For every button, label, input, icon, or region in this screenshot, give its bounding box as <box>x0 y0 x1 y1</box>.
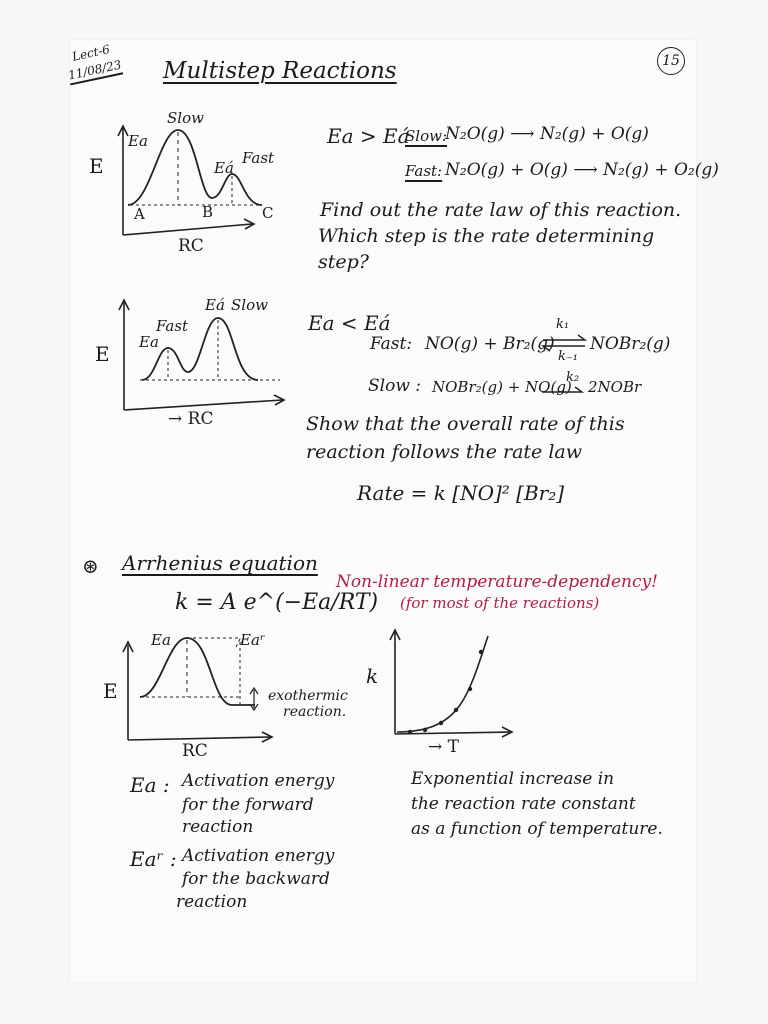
page-title: Multistep Reactions <box>163 58 397 84</box>
problem1-slow-label: Slow: <box>405 127 447 145</box>
problem2-condition: Ea < Eá <box>308 311 391 335</box>
kt-point <box>408 730 412 734</box>
diagram1-y-label: E <box>89 154 104 178</box>
def-ear-line2: for the backward <box>182 869 330 889</box>
problem2-rate-law: Rate = k [NO]² [Br₂] <box>357 481 565 505</box>
diagram2-peak1-label: Ea <box>139 333 159 351</box>
diagram1-peak2-tag: Fast <box>242 149 275 167</box>
kt-point <box>423 728 427 732</box>
def-ea-line3: reaction <box>182 817 254 837</box>
nonlinear-note-line2: (for most of the reactions) <box>400 594 600 612</box>
diagram3-y-label: E <box>103 679 118 703</box>
diagram3-peak-label: Ea <box>151 631 171 649</box>
diagram1-peak1-label: Ea <box>128 132 148 150</box>
diagram1-point-a: A <box>134 205 145 223</box>
diagram2-peak1-tag: Fast <box>156 317 189 335</box>
problem2-show-line2: reaction follows the rate law <box>306 441 582 463</box>
problem2-slow-equation-left: NOBr₂(g) + NO(g) <box>432 378 572 396</box>
problem1-question-line2: Which step is the rate determining <box>318 225 655 247</box>
problem2-slow-equation-right: 2NOBr <box>588 378 642 396</box>
page-number: 15 <box>657 47 685 75</box>
lecture-date: 11/08/23 <box>66 57 123 83</box>
problem1-question-line3: step? <box>318 251 369 273</box>
kt-point <box>439 721 443 725</box>
def-ea-line2: for the forward <box>182 795 314 815</box>
diagram1-point-b: B <box>202 203 214 221</box>
kt-x-axis <box>395 732 510 734</box>
kt-caption-line2: the reaction rate constant <box>411 794 636 814</box>
kt-caption-line3: as a function of temperature. <box>411 819 663 839</box>
kt-point <box>454 708 458 712</box>
diagram1-peak2-label: Eá <box>214 159 234 177</box>
def-ear-line3: reaction <box>176 892 248 912</box>
problem1-fast-equation: N₂O(g) + O(g) ⟶ N₂(g) + O₂(g) <box>445 160 719 180</box>
def-ear-symbol: Eaʳ : <box>130 847 177 871</box>
diagram2-peak2-tag: Slow <box>231 296 268 314</box>
diagram3-x-label: RC <box>182 741 208 761</box>
kt-x-label: → T <box>428 737 459 757</box>
lecture-label: Lect-6 <box>70 42 112 64</box>
diagram1-x-label: RC <box>178 236 204 256</box>
diagram2-peak2-label: Eá <box>205 296 225 314</box>
kt-point <box>468 687 472 691</box>
kt-caption-line1: Exponential increase in <box>411 769 615 789</box>
problem2-show-line1: Show that the overall rate of this <box>306 413 625 435</box>
diagram3-exo-line2: reaction. <box>283 704 347 720</box>
arrhenius-equation: k = A e^(−Ea/RT) <box>175 590 379 615</box>
problem1-question-line1: Find out the rate law of this reaction. <box>320 199 682 221</box>
problem2-slow-label: Slow : <box>368 376 422 396</box>
diagram2-x-label: → RC <box>168 409 214 429</box>
diagram1-peak1-tag: Slow <box>167 109 204 127</box>
def-ea-symbol: Ea : <box>130 773 170 797</box>
problem2-fast-label: Fast: <box>370 334 413 354</box>
nonlinear-note-line1: Non-linear temperature-dependency! <box>336 572 658 592</box>
problem2-fast-k-forward: k₁ <box>556 317 570 332</box>
problem2-fast-equation-left: NO(g) + Br₂(g) <box>425 334 555 354</box>
kt-point <box>479 650 483 654</box>
diagram2-y-label: E <box>95 342 110 366</box>
diagram1-point-c: C <box>262 204 274 222</box>
problem2-fast-equation-right: NOBr₂(g) <box>590 334 671 354</box>
problem2-slow-k: k₂ <box>566 370 580 385</box>
arrhenius-heading: Arrhenius equation <box>122 551 318 575</box>
def-ea-line1: Activation energy <box>182 771 335 791</box>
kt-curve <box>397 636 488 732</box>
kt-y-label: k <box>366 664 379 688</box>
problem1-condition: Ea > Eá <box>327 124 410 148</box>
arrhenius-bullet: ⊛ <box>82 554 99 578</box>
problem1-slow-equation: N₂O(g) ⟶ N₂(g) + O(g) <box>445 124 649 144</box>
diagram3-reverse-label: Eaʳ <box>240 631 266 649</box>
problem2-fast-k-reverse: k₋₁ <box>558 349 578 364</box>
def-ear-line1: Activation energy <box>182 846 335 866</box>
problem1-fast-label: Fast: <box>405 162 443 180</box>
diagram3-exo-line1: exothermic <box>268 688 348 704</box>
